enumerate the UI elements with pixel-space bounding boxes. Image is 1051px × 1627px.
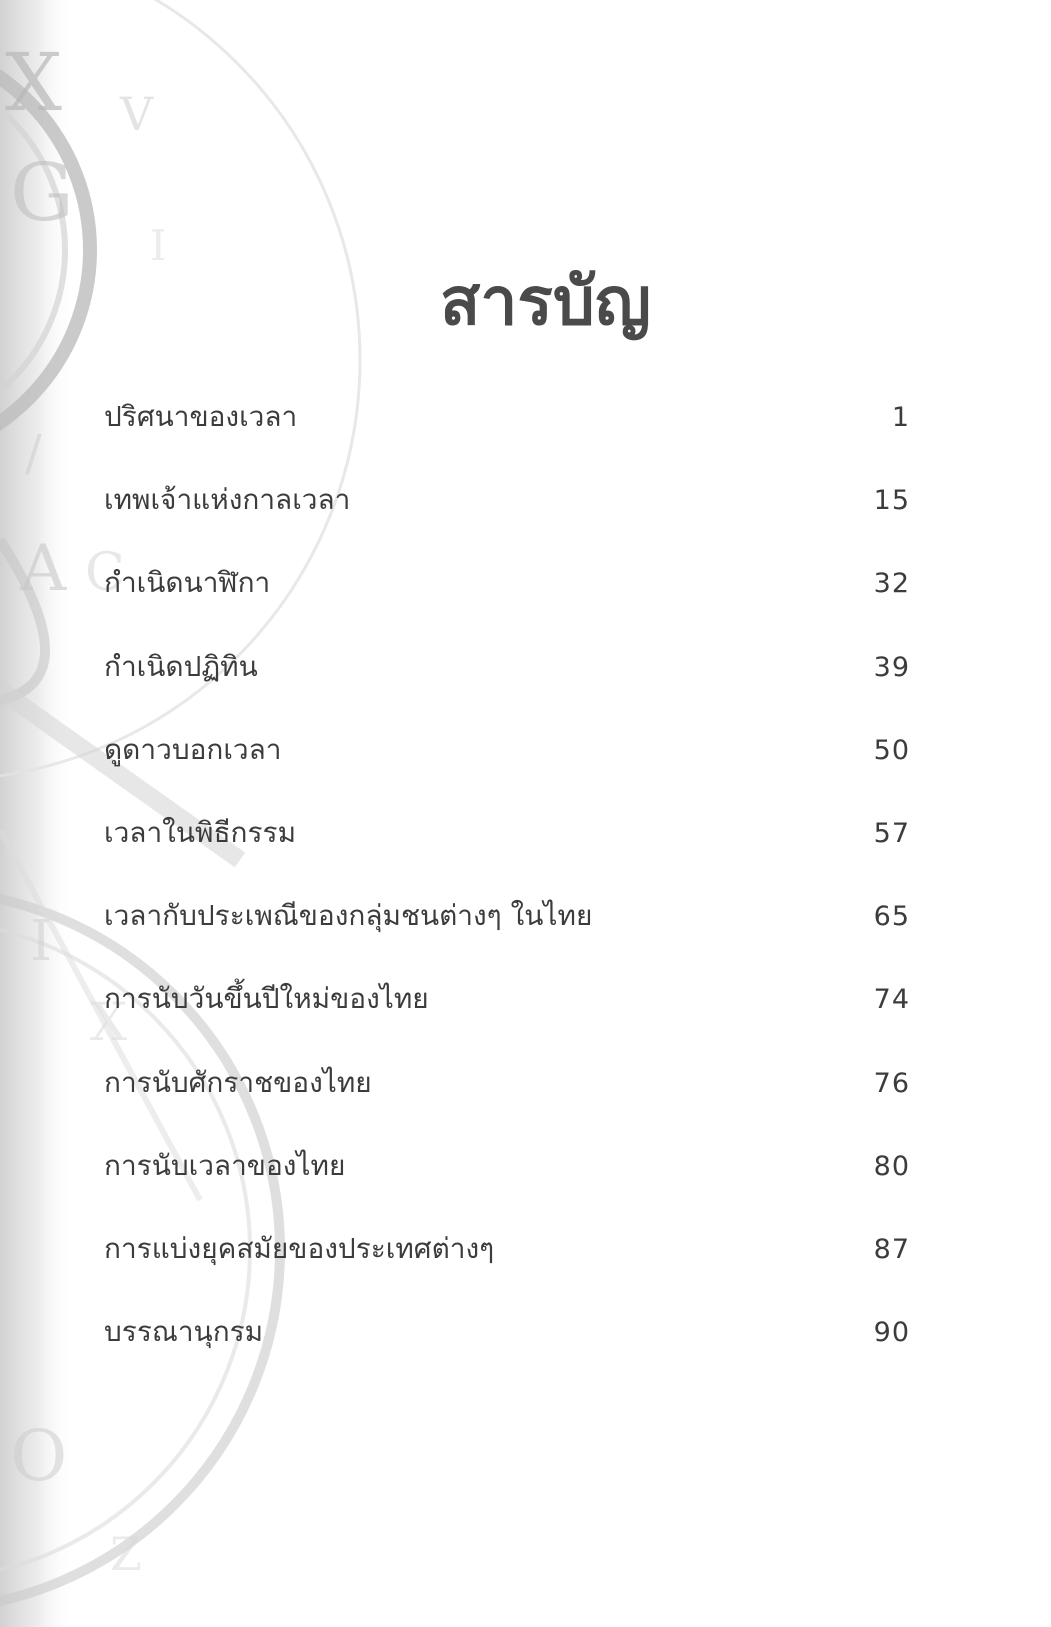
svg-text:V: V [120, 87, 154, 141]
svg-text:I: I [150, 221, 167, 270]
toc-entry-page: 74 [873, 984, 910, 1016]
toc-entry [104, 977, 910, 1060]
svg-text:A: A [20, 532, 67, 606]
toc-entry-label: การนับศักราชของไทย [104, 1065, 372, 1099]
toc-entry-page: 50 [873, 734, 910, 766]
svg-text:X: X [90, 993, 128, 1053]
toc-entry [104, 1061, 910, 1144]
toc-entry-label: กำเนิดปฏิทิน [104, 649, 258, 683]
toc-entry-label: บรรณานุกรม [104, 1315, 264, 1349]
toc-entry [104, 1310, 910, 1393]
toc-entry-page: 65 [873, 901, 910, 933]
svg-text:C: C [85, 543, 125, 603]
toc-entry [104, 811, 910, 894]
toc-entry [104, 478, 910, 561]
svg-text:G: G [10, 146, 74, 239]
toc-entry [104, 645, 910, 728]
toc-entry [104, 1227, 910, 1310]
toc-entry [104, 894, 910, 977]
toc-entry-page: 39 [873, 651, 910, 683]
toc-entry-page: 57 [873, 817, 910, 849]
svg-text:X: X [5, 36, 62, 129]
toc-entry-label: เวลาในพิธีกรรม [104, 815, 297, 849]
toc-entry-label: กำเนิดนาฬิกา [104, 566, 271, 600]
page-title: สารบัญ [440, 262, 651, 341]
toc-entry [104, 561, 910, 644]
table-of-contents [104, 395, 910, 1393]
toc-entry-label: เวลากับประเพณีของกลุ่มชนต่างๆ ในไทย [104, 899, 593, 933]
toc-entry-page: 87 [873, 1233, 910, 1265]
toc-entry-page: 1 [891, 402, 910, 433]
toc-entry-page: 32 [873, 568, 910, 600]
toc-entry-label: การนับวันขึ้นปีใหม่ของไทย [104, 982, 429, 1016]
toc-entry [104, 395, 910, 478]
toc-entry-page: 90 [873, 1317, 910, 1349]
toc-entry-label: การแบ่งยุคสมัยของประเทศต่างๆ [104, 1231, 495, 1265]
toc-entry-label: เทพเจ้าแห่งกาลเวลา [104, 483, 351, 517]
toc-entry-page: 76 [873, 1067, 910, 1099]
toc-entry [104, 1144, 910, 1227]
svg-text:I: I [30, 909, 53, 974]
svg-text:O: O [10, 1415, 68, 1497]
toc-entry-label: ปริศนาของเวลา [104, 400, 298, 433]
toc-entry [104, 728, 910, 811]
svg-text:/: / [25, 424, 42, 482]
toc-entry-page: 15 [873, 485, 910, 517]
svg-text:Z: Z [110, 1527, 142, 1581]
toc-entry-page: 80 [873, 1150, 910, 1182]
toc-entry-label: การนับเวลาของไทย [104, 1148, 346, 1182]
toc-entry-label: ดูดาวบอกเวลา [104, 732, 282, 766]
